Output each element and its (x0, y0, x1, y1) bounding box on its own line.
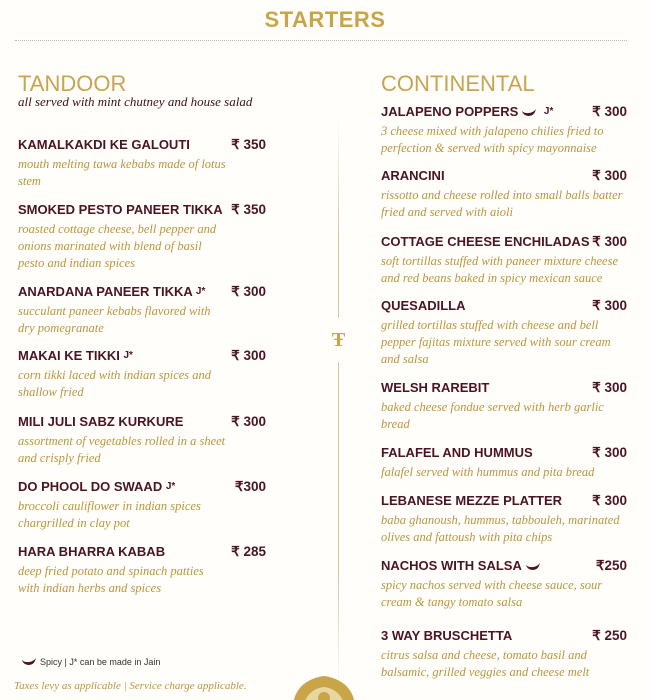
item-header (18, 137, 266, 153)
legend-text: Spicy | J* can be made in Jain (40, 657, 161, 667)
continental-heading: CONTINENTAL (381, 71, 535, 96)
menu-item (381, 628, 627, 681)
item-description: broccoli cauliflower in indian spices chargrilled in clay pot (18, 499, 201, 530)
item-name: DO PHOOL DO SWAAD (18, 479, 163, 494)
item-price: ₹300 (234, 479, 266, 494)
item-header (381, 558, 627, 574)
item-header (381, 104, 627, 120)
tandoor-heading: TANDOOR (18, 71, 127, 96)
item-name: MAKAI KE TIKKI (18, 348, 120, 363)
item-description: roasted cottage cheese, bell pepper and onions marinated with blend of basil pesto and indian spices (18, 222, 217, 270)
item-price: ₹ 300 (231, 414, 266, 429)
page-title: STARTERS (264, 7, 386, 32)
item-price: ₹ 300 (592, 493, 627, 508)
menu-item (381, 493, 627, 546)
item-price: ₹ 300 (592, 168, 627, 183)
item-price: ₹ 300 (231, 284, 266, 299)
menu-item (18, 544, 266, 597)
item-header (18, 348, 266, 364)
item-price: ₹ 300 (592, 445, 627, 460)
item-description: baba ghanoush, hummus, tabbouleh, marinated olives and fattoush with pita chips (381, 513, 620, 544)
item-name: KAMALKAKDI KE GALOUTI (18, 137, 190, 152)
menu-item (381, 168, 627, 221)
item-name: WELSH RAREBIT (381, 380, 490, 395)
item-name: 3 WAY BRUSCHETTA (381, 628, 513, 643)
item-description: baked cheese fondue served with herb garlic bread (381, 400, 604, 431)
item-description: grilled tortillas stuffed with cheese and bell pepper fajitas mixture served with sour cream and salsa (381, 318, 611, 366)
item-name: NACHOS WITH SALSA (381, 558, 522, 573)
menu-item (18, 202, 266, 272)
item-name: QUESADILLA (381, 298, 466, 313)
menu-item (381, 104, 627, 157)
item-header (381, 380, 627, 396)
item-description: assortment of vegetables rolled in a sheet and crisply fried (18, 434, 226, 465)
item-name: LEBANESE MEZZE PLATTER (381, 493, 563, 508)
menu-item (18, 479, 266, 532)
tandoor-subtitle: all served with mint chutney and house salad (18, 94, 253, 109)
item-price: ₹ 300 (592, 234, 627, 249)
item-description: citrus salsa and cheese, tomato basil and balsamic, grilled veggies and cheese melt (381, 648, 590, 679)
column-divider (338, 115, 339, 695)
item-description: spicy nachos served with cheese sauce, sour cream & tangy tomato salsa (381, 578, 603, 609)
item-header (18, 284, 266, 300)
item-price: ₹ 300 (592, 380, 627, 395)
item-description: corn tikki laced with indian spices and shallow fried (18, 368, 212, 399)
item-price: ₹ 350 (231, 202, 266, 217)
item-description: soft tortillas stuffed with paneer mixture cheese and red beans baked in spicy mexican sauce (381, 254, 619, 285)
item-header (381, 298, 627, 314)
item-name: JALAPENO POPPERS (381, 104, 519, 119)
item-description: deep fried potato and spinach patties with indian herbs and spices (18, 564, 204, 595)
item-header (381, 234, 627, 250)
item-price: ₹ 300 (592, 298, 627, 313)
item-header (381, 493, 627, 509)
dotted-divider (15, 40, 627, 41)
menu-item (18, 348, 266, 401)
item-header (18, 479, 266, 495)
jain-mark: J* (123, 350, 133, 361)
menu-item (18, 414, 266, 467)
crest-logo (283, 668, 365, 700)
jain-mark: J* (195, 286, 206, 297)
item-name: ANARDANA PANEER TIKKA (18, 284, 193, 299)
menu-item (381, 380, 627, 433)
item-name: FALAFEL AND HUMMUS (381, 445, 533, 460)
menu-item (381, 234, 627, 287)
item-price: ₹ 250 (592, 628, 627, 643)
menu-item (381, 558, 627, 611)
item-description: mouth melting tawa kebabs made of lotus stem (18, 157, 226, 188)
item-price: ₹ 350 (231, 137, 266, 152)
jain-mark: J* (543, 106, 554, 117)
item-price: ₹250 (595, 558, 627, 573)
item-name: ARANCINI (381, 168, 445, 183)
item-name: COTTAGE CHEESE ENCHILADAS (381, 234, 590, 249)
item-description: succulant paneer kebabs flavored with dry pomegranate (18, 304, 211, 335)
item-price: ₹ 285 (231, 544, 266, 559)
legend (18, 656, 160, 667)
jain-mark: J* (165, 481, 176, 492)
item-header (18, 414, 266, 430)
menu-item (381, 445, 627, 481)
chili-icon (525, 560, 540, 571)
tax-note: Taxes levy as applicable | Service charge applicable. (14, 680, 247, 692)
chili-icon (522, 106, 537, 117)
item-header (18, 544, 266, 560)
item-header (381, 628, 627, 644)
item-name: SMOKED PESTO PANEER TIKKA (18, 202, 223, 217)
item-name: MILI JULI SABZ KURKURE (18, 414, 184, 429)
item-price: ₹ 300 (231, 348, 266, 363)
menu-item (18, 137, 266, 190)
menu-item (381, 298, 627, 368)
ornament-icon: Ŧ (330, 318, 347, 362)
item-description: 3 cheese mixed with jalapeno chilies fried to perfection & served with spicy mayonnaise (381, 124, 604, 155)
item-description: falafel served with hummus and pita bread (381, 465, 595, 479)
item-description: rissotto and cheese rolled into small balls batter fried and served with aioli (381, 188, 623, 219)
menu-item (18, 284, 266, 337)
item-price: ₹ 300 (592, 104, 627, 119)
item-name: HARA BHARRA KABAB (18, 544, 166, 559)
item-header (381, 445, 627, 461)
item-header (381, 168, 627, 184)
item-header (18, 202, 266, 218)
chili-icon (21, 655, 36, 666)
